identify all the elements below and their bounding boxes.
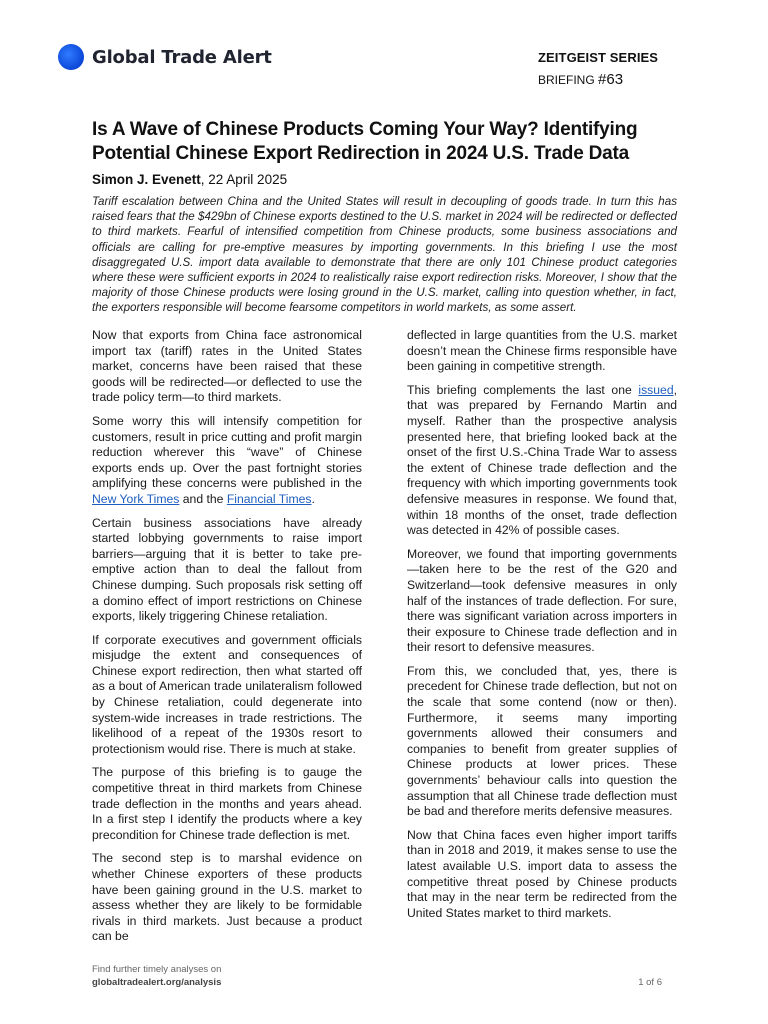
paragraph <box>92 414 362 508</box>
paragraph: The second step is to marshal evidence on whether Chinese exporters of these products have been gaining ground in the U.S. market to assess whether they are likely to be formidable rivals in third markets. Just because a product can be <box>92 851 362 944</box>
paragraph: Now that China faces even higher import tariffs than in 2018 and 2019, it makes sense to use the latest available U.S. import data to assess the competitive threat posed by Chinese products that may in the near term be redirected from the United States market to third markets. <box>407 827 677 920</box>
left-column <box>92 328 362 953</box>
page-number: 1 of 6 <box>638 977 662 988</box>
footer-url-link[interactable]: globaltradealert.org/analysis <box>92 977 222 988</box>
header <box>58 44 678 88</box>
paragraph-text: , that was prepared by Fernando Martin and myself. Rather than the prospective analysis presented here, that briefing looked back at the onset of the first U.S.-China Trade War to assess the extent of Chinese trade deflection and the frequency with which importing governments took defensive measures in response. We found that, within 18 months of the onset, trade deflection was detected in 42% of possible cases. <box>407 382 677 538</box>
financial-times-link[interactable]: Financial Times <box>226 491 312 506</box>
footer <box>92 963 662 989</box>
new-york-times-link[interactable]: New York Times <box>92 491 180 506</box>
paragraph-text: This briefing complements the last one <box>407 382 639 397</box>
paragraph: Moreover, we found that importing governments—taken here to be the rest of the G20 and Switzerland—took defensive measures in only half of the instances of trade deflection. For sure, there was significant variation across importers in their exposure to Chinese trade deflection and in their resort to defensive measures. <box>407 546 677 655</box>
logo[interactable] <box>58 44 272 70</box>
page-title: Is A Wave of Chinese Products Coming Your Way? Identifying Potential Chinese Export Redirection in 2024 U.S. Trade Data <box>92 119 638 164</box>
paragraph: Certain business associations have already started lobbying governments to raise import barriers—arguing that it is better to take pre-emptive action than to deal the fallout from Chinese dumping. Such proposals risk setting off a domino effect of import restrictions on Chinese exports, likely triggering Chinese retaliation. <box>92 515 362 624</box>
series-title: ZEITGEIST SERIES <box>538 50 659 65</box>
briefing-word: BRIEFING <box>538 73 595 87</box>
right-column <box>407 328 677 929</box>
issued-briefing-link[interactable]: issued <box>638 382 674 397</box>
briefing-number: #63 <box>598 71 624 88</box>
byline <box>92 172 287 187</box>
paragraph: The purpose of this briefing is to gauge the competitive threat in third markets from Chinese trade deflection in the months and years ahead. In a first step I identify the products where a key precondition for Chinese trade deflection is met. <box>92 765 362 842</box>
paragraph <box>407 383 677 539</box>
author-name: Simon J. Evenett <box>92 172 201 187</box>
paragraph: From this, we concluded that, yes, there is precedent for Chinese trade deflection, but not on the scale that some contend (now or then). Furthermore, it seems many importing governments allowed their consumers and companies to benefit from greater supplies of Chinese products at lower prices. These governments’ behaviour calls into question the assumption that all Chinese trade deflection must be bad and therefore merits defensive measures. <box>407 663 677 819</box>
series-label <box>538 50 678 88</box>
briefing-label <box>538 71 678 88</box>
globe-logo-icon <box>58 44 84 70</box>
paragraph: If corporate executives and government officials misjudge the extent and consequences of Chinese export redirection, then what started off as a bout of American trade unilateralism followed by Chinese retaliation, could degenerate into system-wide increases in trade restrictions. The likelihood of a repeat of the 1930s resort to protectionism would rise. There is much at stake. <box>92 632 362 756</box>
publish-date: , 22 April 2025 <box>200 172 288 187</box>
logo-text: Global Trade Alert <box>92 46 272 68</box>
paragraph: Now that exports from China face astronomical import tax (tariff) rates in the United States market, concerns have been raised that these goods will be redirected—or deflected to use the trade policy term—to third markets. <box>92 328 362 405</box>
paragraph-text: . <box>311 491 315 506</box>
abstract: Tariff escalation between China and the United States will result in decoupling of goods trade. In turn this has raised fears that the $429bn of Chinese exports destined to the U.S. market in 2024 will be redirected or deflected to third markets. Fearful of intensified competition from Chinese products, some business associations and officials are calling for pre-emptive measures by importing governments. In this briefing I use the most disaggregated U.S. import data available to demonstrate that there are only 101 Chinese product categories where these were sufficient exports in 2024 to realistically raise export redirection risks. Moreover, I show that the majority of those Chinese products were losing ground in the U.S. market, calling into question whether, in fact, the exporters responsible will become fearsome competitors in world markets, as some assert. <box>92 195 677 315</box>
paragraph-text: and the <box>179 491 227 506</box>
paragraph-text: Some worry this will intensify competition for customers, result in price cutting and profit margin reduction wherever this “wave” of Chinese exports ends up. Over the past fortnight stories amplifying these concerns were published in the <box>92 413 362 491</box>
footer-note: Find further timely analyses on <box>92 964 222 975</box>
paragraph: deflected in large quantities from the U.S. market doesn’t mean the Chinese firms responsible have been gaining in competitive strength. <box>407 328 677 374</box>
